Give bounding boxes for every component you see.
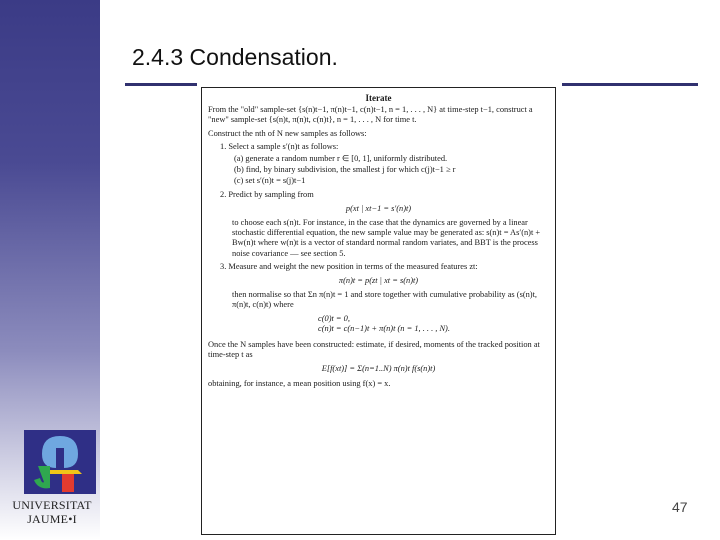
step-1: 1. Select a sample s′(n)t as follows: [220,141,339,151]
formula-measure: π(n)t = p(zt | xt = s(n)t) [338,276,419,286]
formula-estimate: E[f(xt)] = Σ(n=1..N) π(n)t f(s(n)t) [321,364,436,374]
equation-cn: c(n)t = c(n−1)t + π(n)t (n = 1, . . . , N). [318,323,450,333]
step-2-text: to choose each s(n)t. For instance, in the case that the dynamics are governed by a linear stochastic differential equation, the new sample value may be generated as: s(n)t = As′(n)t + Bw(n)t where w(n)t is a vector of standard normal random variates, and BBT is the process noise covariance — see section 5. [232,218,541,258]
step-1c: (c) set s′(n)t = s(j)t−1 [234,176,306,186]
title-underline-left [125,83,197,86]
doc-construct: Construct the nth of N new samples as follows: [208,128,367,138]
doc-intro: From the "old" sample-set {s(n)t−1, π(n)t−1, c(n)t−1, n = 1, . . . , N} at time-step t−1, construct a "new" sample-set {s(n)t, π(n)t, c(n)t}, n = 1, . . . , N for time t. [208,105,533,125]
slide-title: 2.4.3 Condensation. [132,44,338,70]
doc-final-text: obtaining, for instance, a mean position using f(x) = x. [208,378,391,388]
doc-after-text: Once the N samples have been constructed: estimate, if desired, moments of the tracked position at time-step t as [208,340,540,360]
title-underline-right [562,83,698,86]
step-3: 3. Measure and weight the new position in terms of the measured features zt: [220,261,478,271]
formula-predict: p(xt | xt−1 = s′(n)t) [345,203,412,213]
step-1b: (b) find, by binary subdivision, the smallest j for which c(j)t−1 ≥ r [234,165,456,175]
step-3-text: then normalise so that Σn π(n)t = 1 and store together with cumulative probability as (s(n)t, π(n)t, c(n)t) where [232,290,538,310]
doc-heading: Iterate [365,93,392,103]
step-2: 2. Predict by sampling from [220,189,314,199]
page-number: 47 [672,499,688,515]
university-name-line2: JAUME•I [27,512,77,526]
algorithm-document [201,87,556,535]
equation-c0: c(0)t = 0, [318,313,350,323]
university-name-line1: UNIVERSITAT [12,498,92,512]
university-logo-icon [20,428,100,498]
step-1a: (a) generate a random number r ∈ [0, 1], uniformly distributed. [234,154,448,164]
university-name [4,498,100,526]
